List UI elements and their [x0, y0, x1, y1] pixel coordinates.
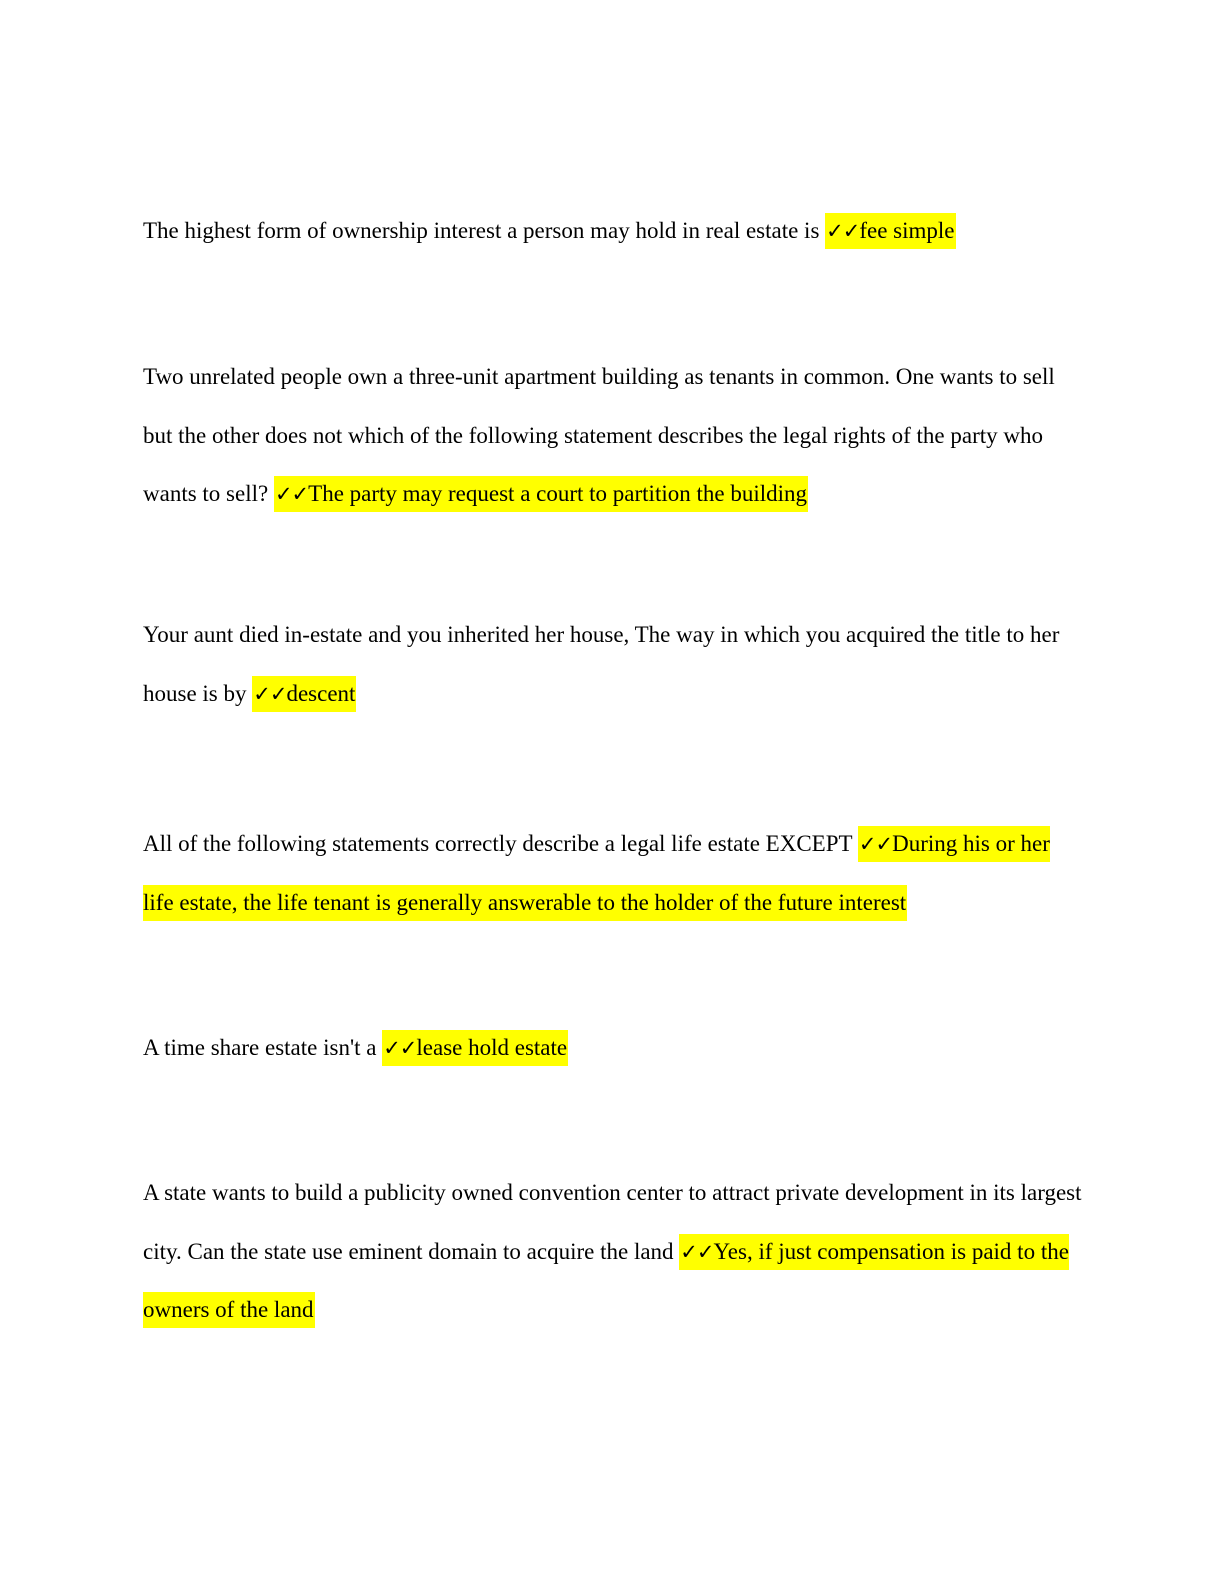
- question-text: A state wants to build a publicity owned convention center to attract private development in its largest city. Can the state use eminent domain to acquire the land: [143, 1180, 1082, 1264]
- double-check-icon: ✓✓: [680, 1239, 714, 1264]
- answer-highlight: [252, 676, 356, 712]
- answer-text: fee simple: [859, 218, 955, 243]
- answer-text: Yes, if just compensation is paid to the owners of the land: [143, 1238, 1069, 1322]
- double-check-icon: ✓✓: [383, 1036, 417, 1060]
- qa-item: [143, 1019, 1083, 1078]
- answer-text: lease hold estate: [416, 1035, 568, 1060]
- answer-text: descent: [286, 680, 356, 706]
- qa-item: [143, 815, 1083, 932]
- question-text: The highest form of ownership interest a person may hold in real estate is: [143, 218, 820, 243]
- double-check-icon: ✓✓: [826, 219, 860, 243]
- double-check-icon: ✓✓: [274, 482, 309, 506]
- question-text: Your aunt died in-estate and you inherited her house, The way in which you acquired the title to her house is by: [143, 622, 1060, 706]
- question-text: A time share estate isn't a: [143, 1035, 377, 1060]
- question-text: Two unrelated people own a three-unit apartment building as tenants in common. One wants to sell but the other does not which of the following statement describes the legal rights of the party who wants to sell?: [143, 364, 1055, 506]
- answer-highlight: [274, 476, 808, 512]
- answer-highlight: [382, 1030, 568, 1066]
- question-text: All of the following statements correctly describe a legal life estate EXCEPT: [143, 831, 853, 856]
- double-check-icon: ✓✓: [858, 832, 893, 856]
- qa-item: [143, 202, 1083, 261]
- answer-highlight: [825, 213, 955, 249]
- answer-text: The party may request a court to partition the building: [308, 481, 807, 506]
- qa-item: [143, 1164, 1083, 1340]
- qa-item: [143, 606, 1083, 723]
- answer-text: During his or her life estate, the life tenant is generally answerable to the holder of the future interest: [143, 831, 1050, 915]
- double-check-icon: ✓✓: [253, 681, 287, 706]
- qa-item: [143, 348, 1083, 524]
